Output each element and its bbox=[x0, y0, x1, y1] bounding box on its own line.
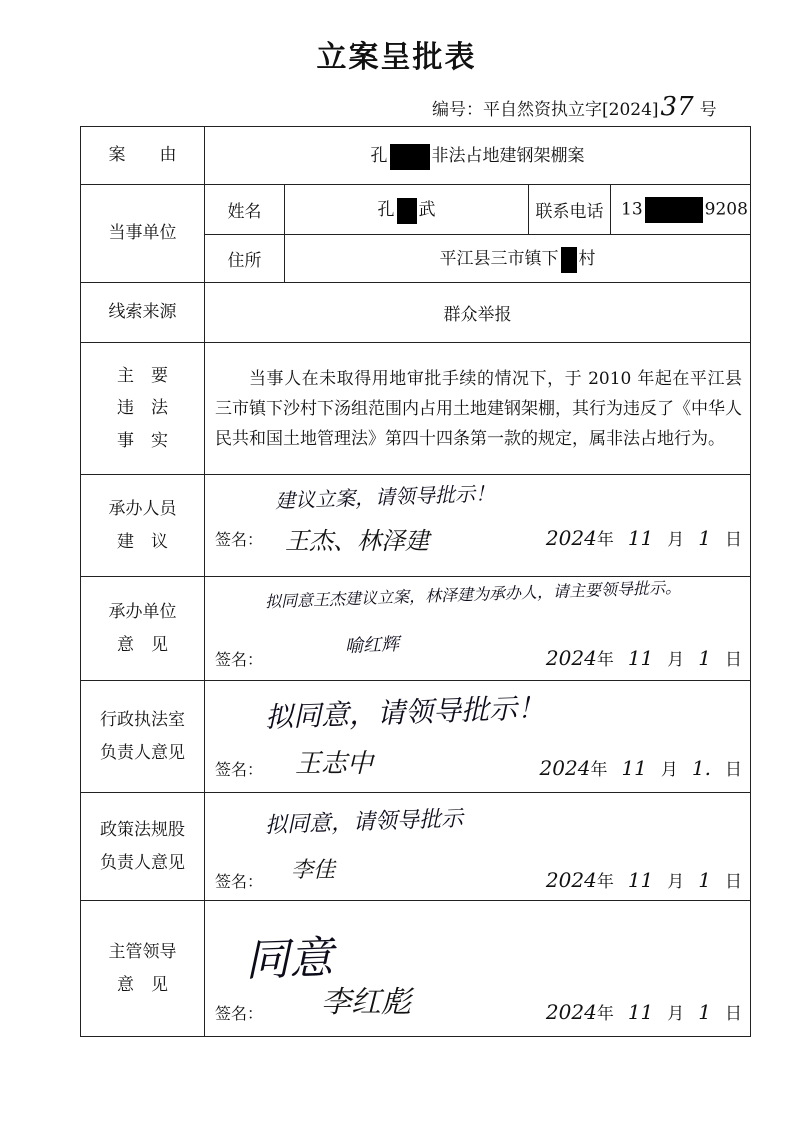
opinion-date bbox=[540, 755, 742, 780]
date-day: 1 bbox=[698, 646, 711, 670]
signature: 王志中 bbox=[295, 749, 374, 779]
date-month: 11 bbox=[627, 1000, 654, 1024]
date-month: 11 bbox=[627, 646, 654, 670]
opinion-label-line: 行政执法室 bbox=[100, 710, 185, 731]
row-party-name bbox=[81, 185, 751, 235]
doc-no-suffix: 号 bbox=[699, 100, 717, 120]
date-month-label: 月 bbox=[667, 872, 685, 892]
row-source bbox=[81, 283, 751, 343]
date-day-label: 日 bbox=[725, 760, 742, 780]
opinion-label bbox=[81, 681, 205, 793]
document-number bbox=[432, 92, 717, 122]
opinion-cell bbox=[205, 681, 751, 793]
date-month-label: 月 bbox=[667, 1004, 685, 1024]
date-day-label: 日 bbox=[725, 530, 742, 550]
phone-value bbox=[611, 185, 751, 235]
phone-suffix: 9208 bbox=[704, 199, 748, 219]
date-day: 1 bbox=[698, 526, 711, 550]
opinion-label bbox=[81, 475, 205, 577]
opinion-date bbox=[546, 867, 742, 892]
row-case-reason bbox=[81, 127, 751, 185]
date-year-label: 年 bbox=[596, 650, 614, 670]
opinion-cell bbox=[205, 577, 751, 681]
signature-label: 签名： bbox=[215, 760, 264, 779]
address-prefix: 平江县三市镇下 bbox=[439, 249, 559, 270]
page-title: 立案呈批表 bbox=[316, 40, 477, 75]
signature-label: 签名： bbox=[215, 872, 264, 891]
date-year: 2024 bbox=[545, 868, 597, 892]
row-unit-opinion bbox=[81, 577, 751, 681]
opinion-label-line: 政策法规股 bbox=[100, 820, 185, 841]
row-policy-section-opinion bbox=[81, 793, 751, 901]
date-year-label: 年 bbox=[596, 872, 614, 892]
date-year-label: 年 bbox=[596, 530, 614, 550]
date-day-label: 日 bbox=[725, 650, 742, 670]
case-reason-prefix: 孔 bbox=[370, 146, 388, 167]
date-day-label: 日 bbox=[725, 1004, 742, 1024]
date-month: 11 bbox=[621, 756, 647, 780]
opinion-label-line: 负责人意见 bbox=[100, 742, 185, 763]
date-day: 1 bbox=[698, 1000, 711, 1024]
facts-label-line: 事 实 bbox=[117, 430, 168, 451]
address-suffix: 村 bbox=[578, 249, 596, 270]
opinion-label-line: 主管领导 bbox=[108, 942, 177, 963]
opinion-label-line: 意 见 bbox=[117, 634, 168, 655]
opinion-label bbox=[81, 901, 205, 1037]
facts-label-line: 主 要 bbox=[117, 366, 168, 387]
name-prefix: 孔 bbox=[377, 200, 395, 221]
date-year: 2024 bbox=[539, 756, 591, 780]
source-label: 线索来源 bbox=[81, 283, 205, 343]
case-reason-label: 案 由 bbox=[81, 127, 205, 185]
date-day: 1. bbox=[691, 756, 711, 780]
date-month: 11 bbox=[627, 868, 654, 892]
doc-no-label: 编号：平自然资执立字[2024] bbox=[432, 100, 659, 120]
opinion-label-line: 承办人员 bbox=[108, 499, 177, 520]
date-month-label: 月 bbox=[667, 650, 685, 670]
opinion-label-line: 承办单位 bbox=[108, 602, 177, 623]
date-year: 2024 bbox=[545, 1000, 597, 1024]
handwritten-opinion: 建议立案，请领导批示！ bbox=[274, 481, 496, 513]
case-reason-suffix: 非法占地建钢架棚案 bbox=[431, 146, 585, 167]
opinion-date bbox=[546, 645, 742, 670]
signature-label: 签名： bbox=[215, 530, 264, 549]
date-day: 1 bbox=[698, 868, 711, 892]
redaction-block bbox=[561, 247, 577, 273]
redaction-block bbox=[390, 144, 430, 170]
case-reason-value bbox=[205, 127, 751, 185]
opinion-cell bbox=[205, 793, 751, 901]
address-label: 住所 bbox=[205, 235, 285, 283]
opinion-label bbox=[81, 793, 205, 901]
signature: 李红彪 bbox=[321, 985, 411, 1020]
date-year-label: 年 bbox=[590, 760, 608, 780]
opinion-label-line: 负责人意见 bbox=[100, 852, 185, 873]
date-month: 11 bbox=[627, 526, 654, 550]
phone-label: 联系电话 bbox=[529, 185, 611, 235]
opinion-label bbox=[81, 577, 205, 681]
opinion-date bbox=[546, 525, 742, 550]
doc-no-handwritten: 37 bbox=[660, 92, 694, 122]
approval-form-table bbox=[80, 126, 751, 1037]
row-handler-suggestion bbox=[81, 475, 751, 577]
date-month-label: 月 bbox=[660, 760, 678, 780]
facts-text: 当事人在未取得用地审批手续的情况下，于 2010 年起在平江县三市镇下沙村下汤组范围内占用土地建钢架棚，其行为违反了《中华人民共和国土地管理法》第四十四条第一款的规定，属非法占地行为。 bbox=[205, 343, 751, 475]
date-month-label: 月 bbox=[667, 530, 685, 550]
phone-prefix: 13 bbox=[621, 199, 643, 219]
opinion-date bbox=[546, 999, 742, 1024]
opinion-label-line: 建 议 bbox=[117, 531, 168, 552]
date-year-label: 年 bbox=[596, 1004, 614, 1024]
date-day-label: 日 bbox=[725, 872, 742, 892]
party-label: 当事单位 bbox=[81, 185, 205, 283]
name-label: 姓名 bbox=[205, 185, 285, 235]
row-facts bbox=[81, 343, 751, 475]
opinion-label-line: 意 见 bbox=[117, 974, 168, 995]
source-value: 群众举报 bbox=[205, 283, 751, 343]
handwritten-opinion: 同意 bbox=[244, 932, 335, 987]
handwritten-opinion: 拟同意王杰建议立案，林泽建为承办人，请主要领导批示。 bbox=[264, 577, 682, 612]
date-year: 2024 bbox=[545, 646, 597, 670]
row-leader-opinion bbox=[81, 901, 751, 1037]
date-year: 2024 bbox=[545, 526, 597, 550]
handwritten-opinion: 拟同意，请领导批示！ bbox=[264, 691, 546, 734]
facts-label bbox=[81, 343, 205, 475]
signature-label: 签名： bbox=[215, 1004, 264, 1023]
signature-label: 签名： bbox=[215, 650, 264, 669]
redaction-block bbox=[645, 197, 703, 223]
opinion-cell bbox=[205, 901, 751, 1037]
signature: 王杰、林泽建 bbox=[285, 527, 429, 555]
signature: 李佳 bbox=[291, 858, 336, 883]
facts-label-line: 违 法 bbox=[117, 398, 168, 419]
row-enforcement-office-opinion bbox=[81, 681, 751, 793]
address-value bbox=[285, 235, 751, 283]
handwritten-opinion: 拟同意，请领导批示 bbox=[264, 806, 464, 839]
handwritten-signature: 喻红辉 bbox=[344, 634, 400, 657]
opinion-cell bbox=[205, 475, 751, 577]
redaction-block bbox=[397, 198, 417, 224]
name-suffix: 武 bbox=[418, 200, 436, 221]
name-value bbox=[285, 185, 529, 235]
